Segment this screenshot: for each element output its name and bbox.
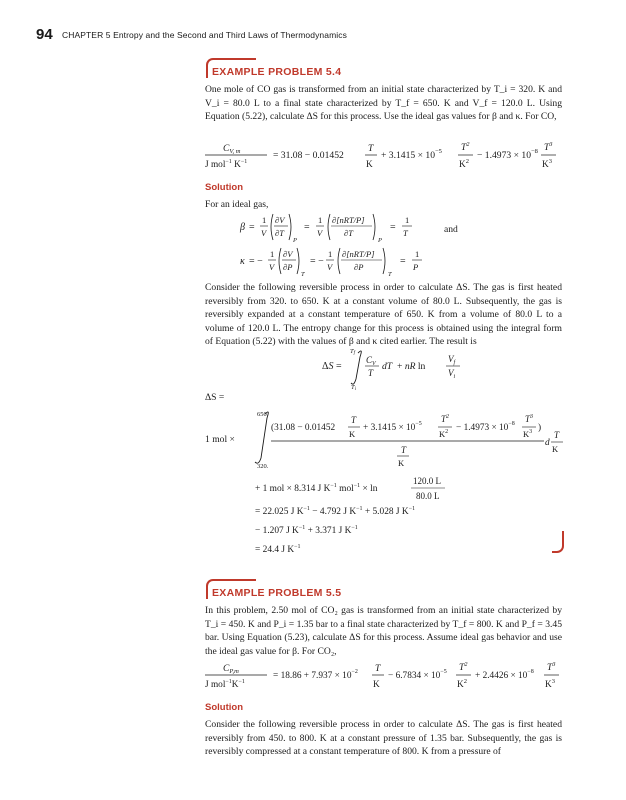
svg-text:650.: 650. bbox=[257, 411, 269, 418]
svg-text:K2: $K^2$ bbox=[459, 158, 469, 170]
svg-text:− 1.4973 × 10−8: − $1.4973 \times 10^{-8}$ bbox=[477, 148, 538, 161]
polynomial-integral bbox=[205, 408, 567, 470]
svg-text:K: K bbox=[552, 444, 559, 454]
example-title-2: EXAMPLE PROBLEM 5.5 bbox=[212, 587, 342, 599]
svg-text:(31.08 − 0.01452: (31.08 − 0.01452 bbox=[271, 423, 336, 433]
svg-text:∂T: ∂T bbox=[275, 228, 284, 238]
expansion-term bbox=[255, 472, 455, 502]
svg-text:T: T bbox=[403, 228, 408, 238]
svg-text:=: = bbox=[400, 256, 406, 267]
svg-text:+ 3.1415 × 10−5: + $3.1415 \times 10^{-5}$ bbox=[381, 148, 442, 161]
chapter-title: CHAPTER 5 Entropy and the Second and Third Laws of Thermodynamics bbox=[62, 30, 347, 40]
svg-text:1: 1 bbox=[318, 215, 323, 225]
svg-text:T2: $T^2$ bbox=[459, 661, 468, 673]
svg-text:J mol−1 K−1: J mol$^{-1}$ $K^{-1}$ bbox=[205, 159, 248, 170]
svg-text:∂P: ∂P bbox=[283, 262, 293, 272]
svg-text:T: T bbox=[375, 664, 381, 674]
process-description-2: Consider the following reversible process in order to calculate ΔS. The gas is first heated reversibly from 450. to 800. K at a constant pressure of 1.35 bar. Subsequently, the gas is reversibly compressed at a constant temperature of 800. K from a pressure of bbox=[205, 719, 562, 758]
example-title: EXAMPLE PROBLEM 5.4 bbox=[212, 66, 342, 78]
svg-text:= 18.86 + 7.937 × 10−2: = $18.86 + 7.937 \times 10^{-2}$ bbox=[273, 669, 358, 681]
svg-text:V: V bbox=[261, 228, 267, 238]
svg-text:80.0 L: 80.0 L bbox=[416, 491, 440, 501]
ideal-gas-text: For an ideal gas, bbox=[205, 199, 269, 210]
svg-text:∂[nRT/P]: ∂[nRT/P] bbox=[342, 249, 375, 259]
example-end-marker bbox=[552, 531, 564, 553]
svg-text:T3: $T^3$ bbox=[525, 414, 534, 424]
svg-text:T2: $T^2$ bbox=[441, 414, 450, 424]
page-number: 94 bbox=[36, 26, 53, 43]
svg-text:K3: $K^3$ bbox=[542, 158, 552, 170]
svg-text:∂P: ∂P bbox=[354, 262, 364, 272]
svg-text:+ nR ln: + nR ln bbox=[397, 361, 426, 372]
svg-text:− 1.207 J K−1 + 3.371 J K−1: − 1.207 J $K^{-1} + 3.371$ J $K^{-1}$ bbox=[255, 525, 358, 536]
svg-text:T: T bbox=[351, 415, 357, 425]
svg-text:K2: $K^2$ bbox=[439, 429, 449, 439]
svg-text:− 1.4973 × 10−8: − $1.4973 \times 10^{-8}$ bbox=[456, 421, 515, 433]
delta-s-label: ΔS = bbox=[205, 392, 225, 403]
svg-text:Tf: Tf bbox=[350, 348, 356, 356]
svg-text:1: 1 bbox=[415, 249, 420, 259]
result-line-1 bbox=[255, 502, 495, 518]
svg-text:− 6.7834 × 10−5: − $6.7834 \times 10^{-5}$ bbox=[388, 669, 447, 681]
svg-text:T: T bbox=[388, 271, 392, 278]
svg-text:= −: = − bbox=[249, 256, 263, 267]
svg-text:P: P bbox=[293, 237, 297, 244]
cp-equation bbox=[205, 660, 567, 694]
final-result bbox=[255, 540, 455, 556]
svg-text:V: V bbox=[317, 228, 323, 238]
svg-text:320.: 320. bbox=[257, 463, 269, 470]
svg-text:T3: $T^3$ bbox=[544, 141, 553, 153]
svg-text:K3: $K^3$ bbox=[523, 429, 533, 439]
kappa-equation bbox=[240, 244, 480, 280]
svg-text:T: T bbox=[554, 430, 560, 440]
svg-text:ΔS =: ΔS = bbox=[322, 361, 342, 372]
cv-equation bbox=[205, 140, 567, 174]
svg-text:= 31.08 − 0.01452: = 31.08 − 0.01452 bbox=[273, 150, 344, 161]
result-line-2 bbox=[255, 521, 455, 537]
svg-text:1: 1 bbox=[328, 249, 333, 259]
solution-heading: Solution bbox=[205, 182, 243, 193]
svg-text:K2: $K^2$ bbox=[457, 678, 467, 690]
svg-text:T: T bbox=[401, 445, 407, 455]
entropy-integral-equation bbox=[322, 345, 472, 392]
svg-text:∂V: ∂V bbox=[283, 249, 293, 259]
svg-text:120.0 L: 120.0 L bbox=[413, 476, 441, 486]
svg-text:K: K bbox=[373, 680, 380, 690]
svg-text:= 22.025 J K−1 − 4.792 J K−1: = 22.025 J $K^{-1} - 4.792$ J $K^{-1} + 5.028$ J $K^{-1}$ bbox=[255, 506, 416, 517]
svg-text:): ) bbox=[538, 423, 542, 433]
svg-text:CV: $C_V$ bbox=[366, 355, 376, 367]
svg-text:=: = bbox=[249, 222, 255, 233]
svg-text:K: K bbox=[349, 429, 356, 439]
svg-text:T: T bbox=[301, 271, 305, 278]
svg-text:∂[nRT/P]: ∂[nRT/P] bbox=[332, 215, 365, 225]
svg-text:K: K bbox=[366, 160, 373, 170]
svg-text:K: K bbox=[398, 458, 405, 468]
svg-text:CV, m: $C_{V, m}$ bbox=[223, 144, 241, 155]
svg-text:∂V: ∂V bbox=[275, 215, 285, 225]
svg-text:d: d bbox=[545, 438, 550, 448]
svg-text:= 24.4 J K−1: = 24.4 J $K^{-1}$ bbox=[255, 544, 301, 555]
svg-text:+ 3.1415 × 10−5: + $3.1415 \times 10^{-5}$ bbox=[363, 421, 422, 433]
svg-text:P: P bbox=[378, 237, 382, 244]
svg-text:1: 1 bbox=[270, 249, 275, 259]
svg-text:Vf: $V_f$ bbox=[448, 354, 456, 366]
svg-text:CP,m: $C_{P,m}$ bbox=[223, 664, 239, 675]
svg-text:=: = bbox=[304, 222, 310, 233]
svg-text:J mol−1K−1: J $mol^{-1}K^{-1}$ bbox=[205, 679, 245, 690]
svg-text:β: β bbox=[240, 222, 245, 233]
svg-text:T: T bbox=[368, 368, 374, 378]
svg-text:κ: κ bbox=[240, 256, 245, 267]
svg-text:1: 1 bbox=[405, 215, 410, 225]
problem-statement: One mole of CO gas is transformed from an initial state characterized by T_i = 320. K and V_i = 80.0 L to a final state characterized by T_f = 650. K and V_f = 120.0 L. Using Equation (5.22), calculate ΔS for this process. Use the ideal gas values for β and κ. For CO, bbox=[205, 84, 562, 123]
problem-statement-2: In this problem, 2.50 mol of CO₂ gas is transformed from an initial state characterized by T_i = 450. K and P_i = 1.35 bar to a final state characterized by T_f = 800. K and P_f = 3.45 bar. Using Equation (5.23), calculate ΔS for this process. Assume ideal gas behavior and use the ideal gas value for β. For CO₂, bbox=[205, 605, 562, 657]
svg-text:K3: $K^3$ bbox=[545, 678, 555, 690]
svg-text:Vi: $V_i$ bbox=[448, 368, 456, 380]
svg-text:Ti: Ti bbox=[351, 384, 357, 392]
svg-text:∂T: ∂T bbox=[344, 228, 353, 238]
and-text: and bbox=[444, 224, 458, 235]
process-description: Consider the following reversible process in order to calculate ΔS. The gas is first heated reversibly from 320. to 650. K at a constant volume of 80.0 L. Subsequently, the gas is reversibly expanded at a constant temperature of 650. K from a volume of 80.0 L to a volume of 120.0 L. The entropy change for this process is obtained using the integral form of Equation (5.22) with the values of β and κ cited earlier. The result is bbox=[205, 282, 562, 348]
svg-text:T: T bbox=[368, 144, 374, 154]
svg-text:1: 1 bbox=[262, 215, 267, 225]
svg-text:T3: $T^3$ bbox=[547, 661, 556, 673]
svg-text:V: V bbox=[327, 262, 333, 272]
svg-text:= −: = − bbox=[310, 256, 324, 267]
svg-text:T2: $T^2$ bbox=[461, 141, 470, 153]
svg-text:P: P bbox=[413, 262, 419, 272]
svg-text:+ 2.4426 × 10−8: + $2.4426 \times 10^{-8}$ bbox=[475, 669, 534, 681]
svg-text:dT: dT bbox=[382, 361, 393, 372]
svg-text:+ 1 mol × 8.314 J K−1 mol−1 ×: + 1 mol × 8.314 J $K^{-1}$ mol$^{-1}$ × ln bbox=[255, 483, 378, 494]
svg-text:=: = bbox=[390, 222, 396, 233]
svg-text:V: V bbox=[269, 262, 275, 272]
solution-heading-2: Solution bbox=[205, 702, 243, 713]
svg-text:1 mol ×: 1 mol × bbox=[205, 434, 235, 445]
